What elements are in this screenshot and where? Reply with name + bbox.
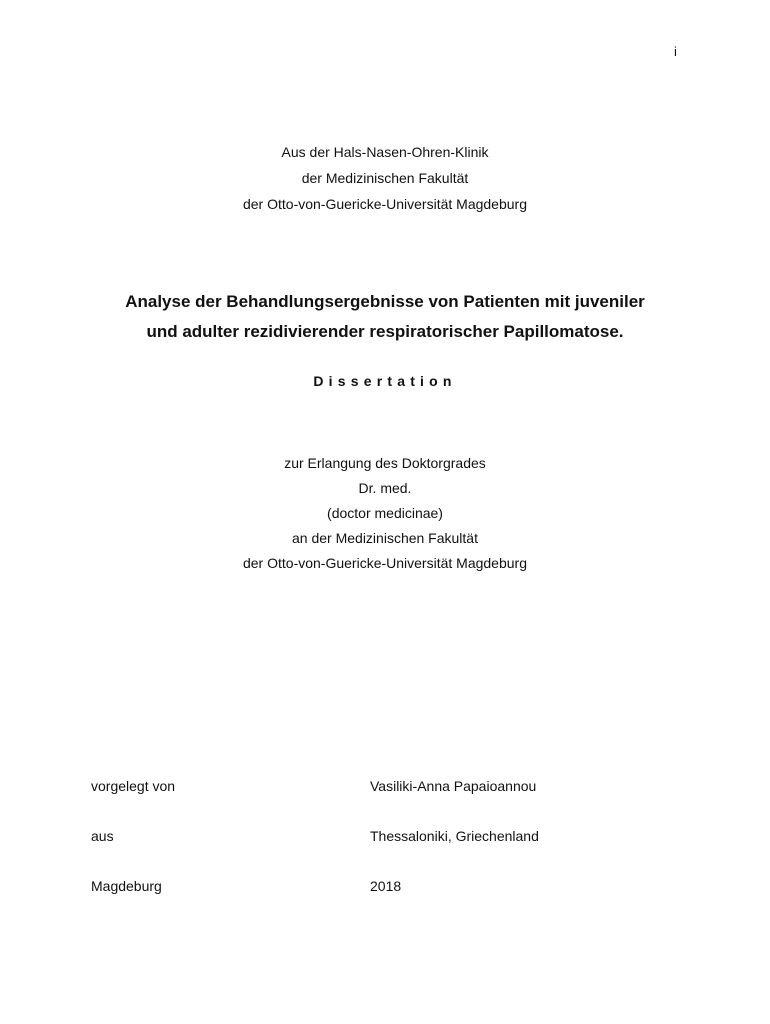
title-line: und adulter rezidivierender respiratorischer Papillomatose. — [146, 322, 624, 341]
author-name: Vasiliki-Anna Papaioannou — [370, 778, 537, 794]
degree-line: Dr. med. — [358, 480, 412, 496]
degree-line: an der Medizinischen Fakultät — [292, 530, 478, 546]
degree-block — [0, 451, 770, 576]
dissertation-title — [0, 287, 770, 347]
degree-line: der Otto-von-Guericke-Universität Magdeburg — [242, 555, 527, 571]
institution-block — [0, 139, 770, 217]
institution-line: Aus der Hals-Nasen-Ohren-Klinik — [281, 144, 489, 160]
place-year-row — [91, 878, 691, 898]
document-type: Dissertation — [313, 373, 457, 389]
page-number: i — [674, 44, 677, 59]
degree-line: (doctor medicinae) — [327, 505, 443, 521]
author-row — [91, 778, 691, 798]
institution-line: der Medizinischen Fakultät — [301, 170, 469, 186]
origin-label: aus — [91, 828, 114, 844]
year-value: 2018 — [370, 878, 402, 894]
degree-line: zur Erlangung des Doktorgrades — [284, 455, 486, 471]
origin-row — [91, 828, 691, 848]
title-line: Analyse der Behandlungsergebnisse von Patienten mit juveniler — [125, 292, 645, 311]
origin-value: Thessaloniki, Griechenland — [370, 828, 539, 844]
institution-line: der Otto-von-Guericke-Universität Magdeburg — [242, 196, 527, 212]
author-label: vorgelegt von — [91, 778, 176, 794]
place-label: Magdeburg — [91, 878, 162, 894]
